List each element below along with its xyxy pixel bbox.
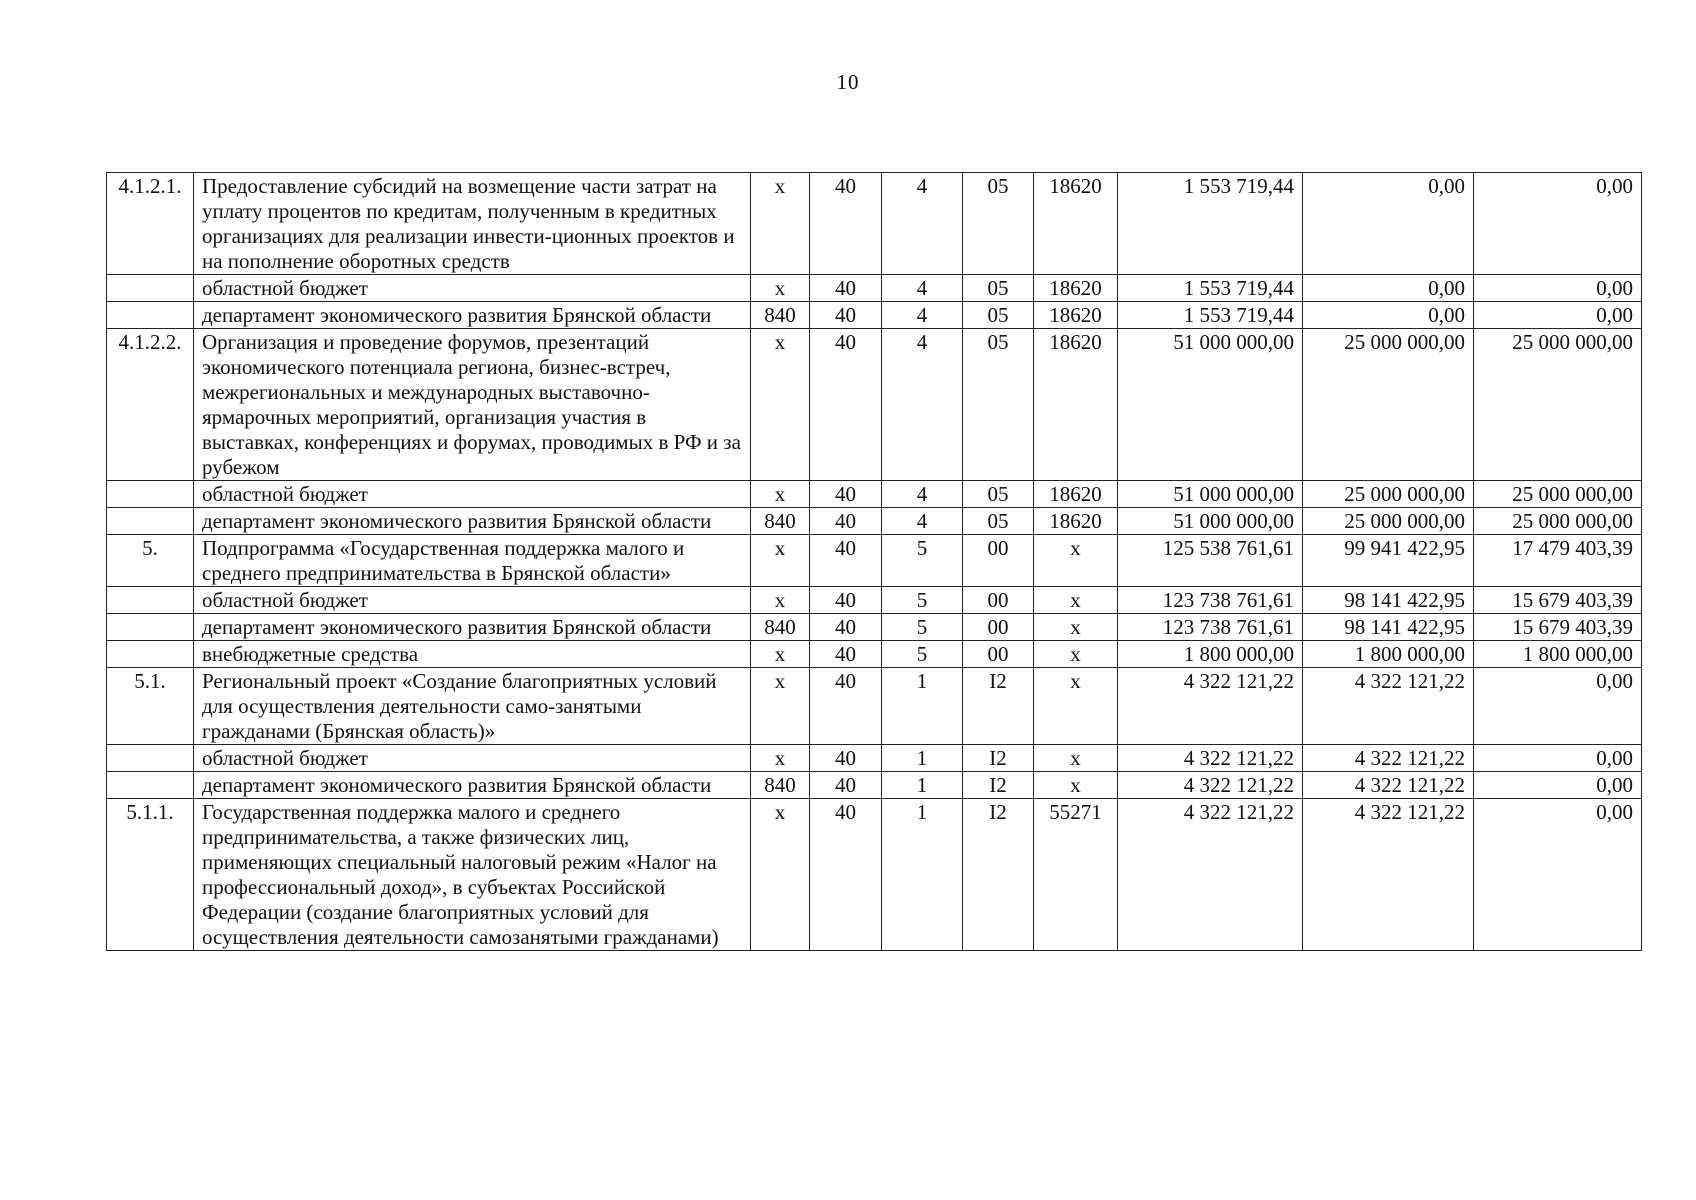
row-code-1: x [751,535,810,587]
row-code-4: 05 [963,275,1034,302]
row-amount-1: 4 322 121,22 [1118,772,1303,799]
row-code-2: 40 [810,535,882,587]
row-code-4: 00 [963,535,1034,587]
row-code-3: 4 [882,481,963,508]
row-code-4: 05 [963,329,1034,481]
row-description: внебюджетные средства [194,641,751,668]
table-row [107,641,1642,668]
row-amount-2: 1 800 000,00 [1303,641,1474,668]
row-code-1: x [751,481,810,508]
row-amount-3: 25 000 000,00 [1474,329,1642,481]
row-amount-2: 0,00 [1303,173,1474,275]
row-code-2: 40 [810,641,882,668]
row-description: областной бюджет [194,275,751,302]
row-description: областной бюджет [194,587,751,614]
row-code-1: 840 [751,302,810,329]
table-row [107,772,1642,799]
row-amount-1: 123 738 761,61 [1118,587,1303,614]
table-row [107,275,1642,302]
row-amount-3: 25 000 000,00 [1474,508,1642,535]
row-code-4: 05 [963,302,1034,329]
row-code-3: 4 [882,302,963,329]
row-description: департамент экономического развития Брянской области [194,772,751,799]
row-code-2: 40 [810,587,882,614]
row-code-5: x [1034,772,1118,799]
row-number: 4.1.2.2. [107,329,194,481]
row-code-1: x [751,587,810,614]
row-amount-1: 1 553 719,44 [1118,302,1303,329]
row-amount-1: 4 322 121,22 [1118,799,1303,951]
table-body [107,173,1642,951]
row-number: 5.1. [107,668,194,745]
row-amount-3: 15 679 403,39 [1474,587,1642,614]
row-code-1: x [751,275,810,302]
row-code-2: 40 [810,668,882,745]
row-code-5: x [1034,614,1118,641]
row-description: Государственная поддержка малого и среднего предпринимательства, а также физических лиц, применяющих специальный налоговый режим «Налог на профессиональный доход», в субъектах Российской Федерации (создание благоприятных условий для осуществления деятельности самозанятыми гражданами) [194,799,751,951]
row-code-2: 40 [810,329,882,481]
row-code-3: 1 [882,668,963,745]
row-amount-1: 4 322 121,22 [1118,745,1303,772]
row-description: Организация и проведение форумов, презентаций экономического потенциала региона, бизнес-встреч, межрегиональных и международных выставочно-ярмарочных мероприятий, организация участия в выставках, конференциях и форумах, проводимых в РФ и за рубежом [194,329,751,481]
row-code-4: 05 [963,508,1034,535]
row-code-4: 05 [963,173,1034,275]
row-code-5: x [1034,745,1118,772]
row-code-4: 05 [963,481,1034,508]
row-code-3: 1 [882,745,963,772]
row-code-4: I2 [963,745,1034,772]
table-row [107,614,1642,641]
row-code-1: x [751,745,810,772]
table-row [107,745,1642,772]
row-amount-3: 0,00 [1474,772,1642,799]
row-code-2: 40 [810,772,882,799]
row-code-1: x [751,329,810,481]
row-amount-2: 99 941 422,95 [1303,535,1474,587]
row-amount-3: 0,00 [1474,302,1642,329]
row-amount-2: 4 322 121,22 [1303,745,1474,772]
row-number [107,745,194,772]
row-code-2: 40 [810,481,882,508]
row-amount-1: 4 322 121,22 [1118,668,1303,745]
row-amount-3: 0,00 [1474,799,1642,951]
row-code-2: 40 [810,745,882,772]
row-amount-3: 15 679 403,39 [1474,614,1642,641]
row-amount-3: 0,00 [1474,275,1642,302]
row-code-3: 5 [882,535,963,587]
row-number: 4.1.2.1. [107,173,194,275]
row-amount-2: 4 322 121,22 [1303,668,1474,745]
row-code-4: 00 [963,614,1034,641]
row-code-3: 4 [882,329,963,481]
row-code-2: 40 [810,275,882,302]
row-code-2: 40 [810,508,882,535]
row-code-5: x [1034,668,1118,745]
row-code-4: I2 [963,772,1034,799]
row-description: областной бюджет [194,481,751,508]
row-code-3: 5 [882,614,963,641]
row-amount-3: 17 479 403,39 [1474,535,1642,587]
row-code-3: 4 [882,275,963,302]
row-amount-1: 51 000 000,00 [1118,508,1303,535]
row-amount-1: 51 000 000,00 [1118,481,1303,508]
row-number [107,508,194,535]
row-code-2: 40 [810,302,882,329]
row-description: Подпрограмма «Государственная поддержка малого и среднего предпринимательства в Брянской области» [194,535,751,587]
table-row [107,302,1642,329]
row-code-3: 1 [882,772,963,799]
row-code-3: 4 [882,173,963,275]
table-row [107,587,1642,614]
row-code-4: I2 [963,799,1034,951]
row-code-5: 18620 [1034,481,1118,508]
row-number: 5.1.1. [107,799,194,951]
table-row [107,329,1642,481]
row-amount-3: 0,00 [1474,668,1642,745]
row-description: департамент экономического развития Брянской области [194,302,751,329]
row-amount-3: 1 800 000,00 [1474,641,1642,668]
table-row [107,799,1642,951]
table-row [107,535,1642,587]
table-row [107,668,1642,745]
row-code-1: 840 [751,614,810,641]
row-code-4: 00 [963,587,1034,614]
row-code-5: 18620 [1034,275,1118,302]
row-number [107,302,194,329]
row-amount-1: 1 553 719,44 [1118,275,1303,302]
row-code-5: 18620 [1034,329,1118,481]
row-code-3: 5 [882,641,963,668]
row-amount-2: 98 141 422,95 [1303,614,1474,641]
table-row [107,481,1642,508]
row-amount-2: 0,00 [1303,302,1474,329]
row-description: департамент экономического развития Брянской области [194,614,751,641]
row-code-5: 18620 [1034,302,1118,329]
table-row [107,173,1642,275]
row-code-2: 40 [810,799,882,951]
row-code-1: 840 [751,772,810,799]
row-code-3: 5 [882,587,963,614]
row-amount-2: 25 000 000,00 [1303,508,1474,535]
table-row [107,508,1642,535]
row-amount-1: 51 000 000,00 [1118,329,1303,481]
row-amount-1: 1 553 719,44 [1118,173,1303,275]
row-code-4: 00 [963,641,1034,668]
row-number: 5. [107,535,194,587]
row-amount-1: 123 738 761,61 [1118,614,1303,641]
row-number [107,587,194,614]
row-description: Предоставление субсидий на возмещение части затрат на уплату процентов по кредитам, полученным в кредитных организациях для реализации инвести-ционных проектов и на пополнение оборотных средств [194,173,751,275]
row-code-1: x [751,668,810,745]
row-amount-2: 98 141 422,95 [1303,587,1474,614]
row-description: областной бюджет [194,745,751,772]
row-description: Региональный проект «Создание благоприятных условий для осуществления деятельности само-занятыми гражданами (Брянская область)» [194,668,751,745]
row-code-5: x [1034,587,1118,614]
row-code-2: 40 [810,173,882,275]
row-amount-3: 0,00 [1474,173,1642,275]
row-number [107,275,194,302]
row-code-1: x [751,173,810,275]
row-code-5: 18620 [1034,173,1118,275]
row-amount-2: 25 000 000,00 [1303,481,1474,508]
row-number [107,772,194,799]
row-number [107,481,194,508]
row-code-5: x [1034,535,1118,587]
row-code-1: x [751,799,810,951]
row-number [107,614,194,641]
row-code-1: x [751,641,810,668]
row-code-2: 40 [810,614,882,641]
row-code-3: 1 [882,799,963,951]
page-number: 10 [836,70,860,94]
row-code-5: 55271 [1034,799,1118,951]
row-code-5: x [1034,641,1118,668]
budget-table [106,172,1642,951]
row-amount-2: 25 000 000,00 [1303,329,1474,481]
row-amount-1: 1 800 000,00 [1118,641,1303,668]
row-number [107,641,194,668]
row-amount-2: 4 322 121,22 [1303,799,1474,951]
row-code-3: 4 [882,508,963,535]
row-amount-3: 0,00 [1474,745,1642,772]
row-amount-2: 0,00 [1303,275,1474,302]
row-amount-1: 125 538 761,61 [1118,535,1303,587]
row-amount-2: 4 322 121,22 [1303,772,1474,799]
row-description: департамент экономического развития Брянской области [194,508,751,535]
row-amount-3: 25 000 000,00 [1474,481,1642,508]
row-code-4: I2 [963,668,1034,745]
row-code-1: 840 [751,508,810,535]
row-code-5: 18620 [1034,508,1118,535]
